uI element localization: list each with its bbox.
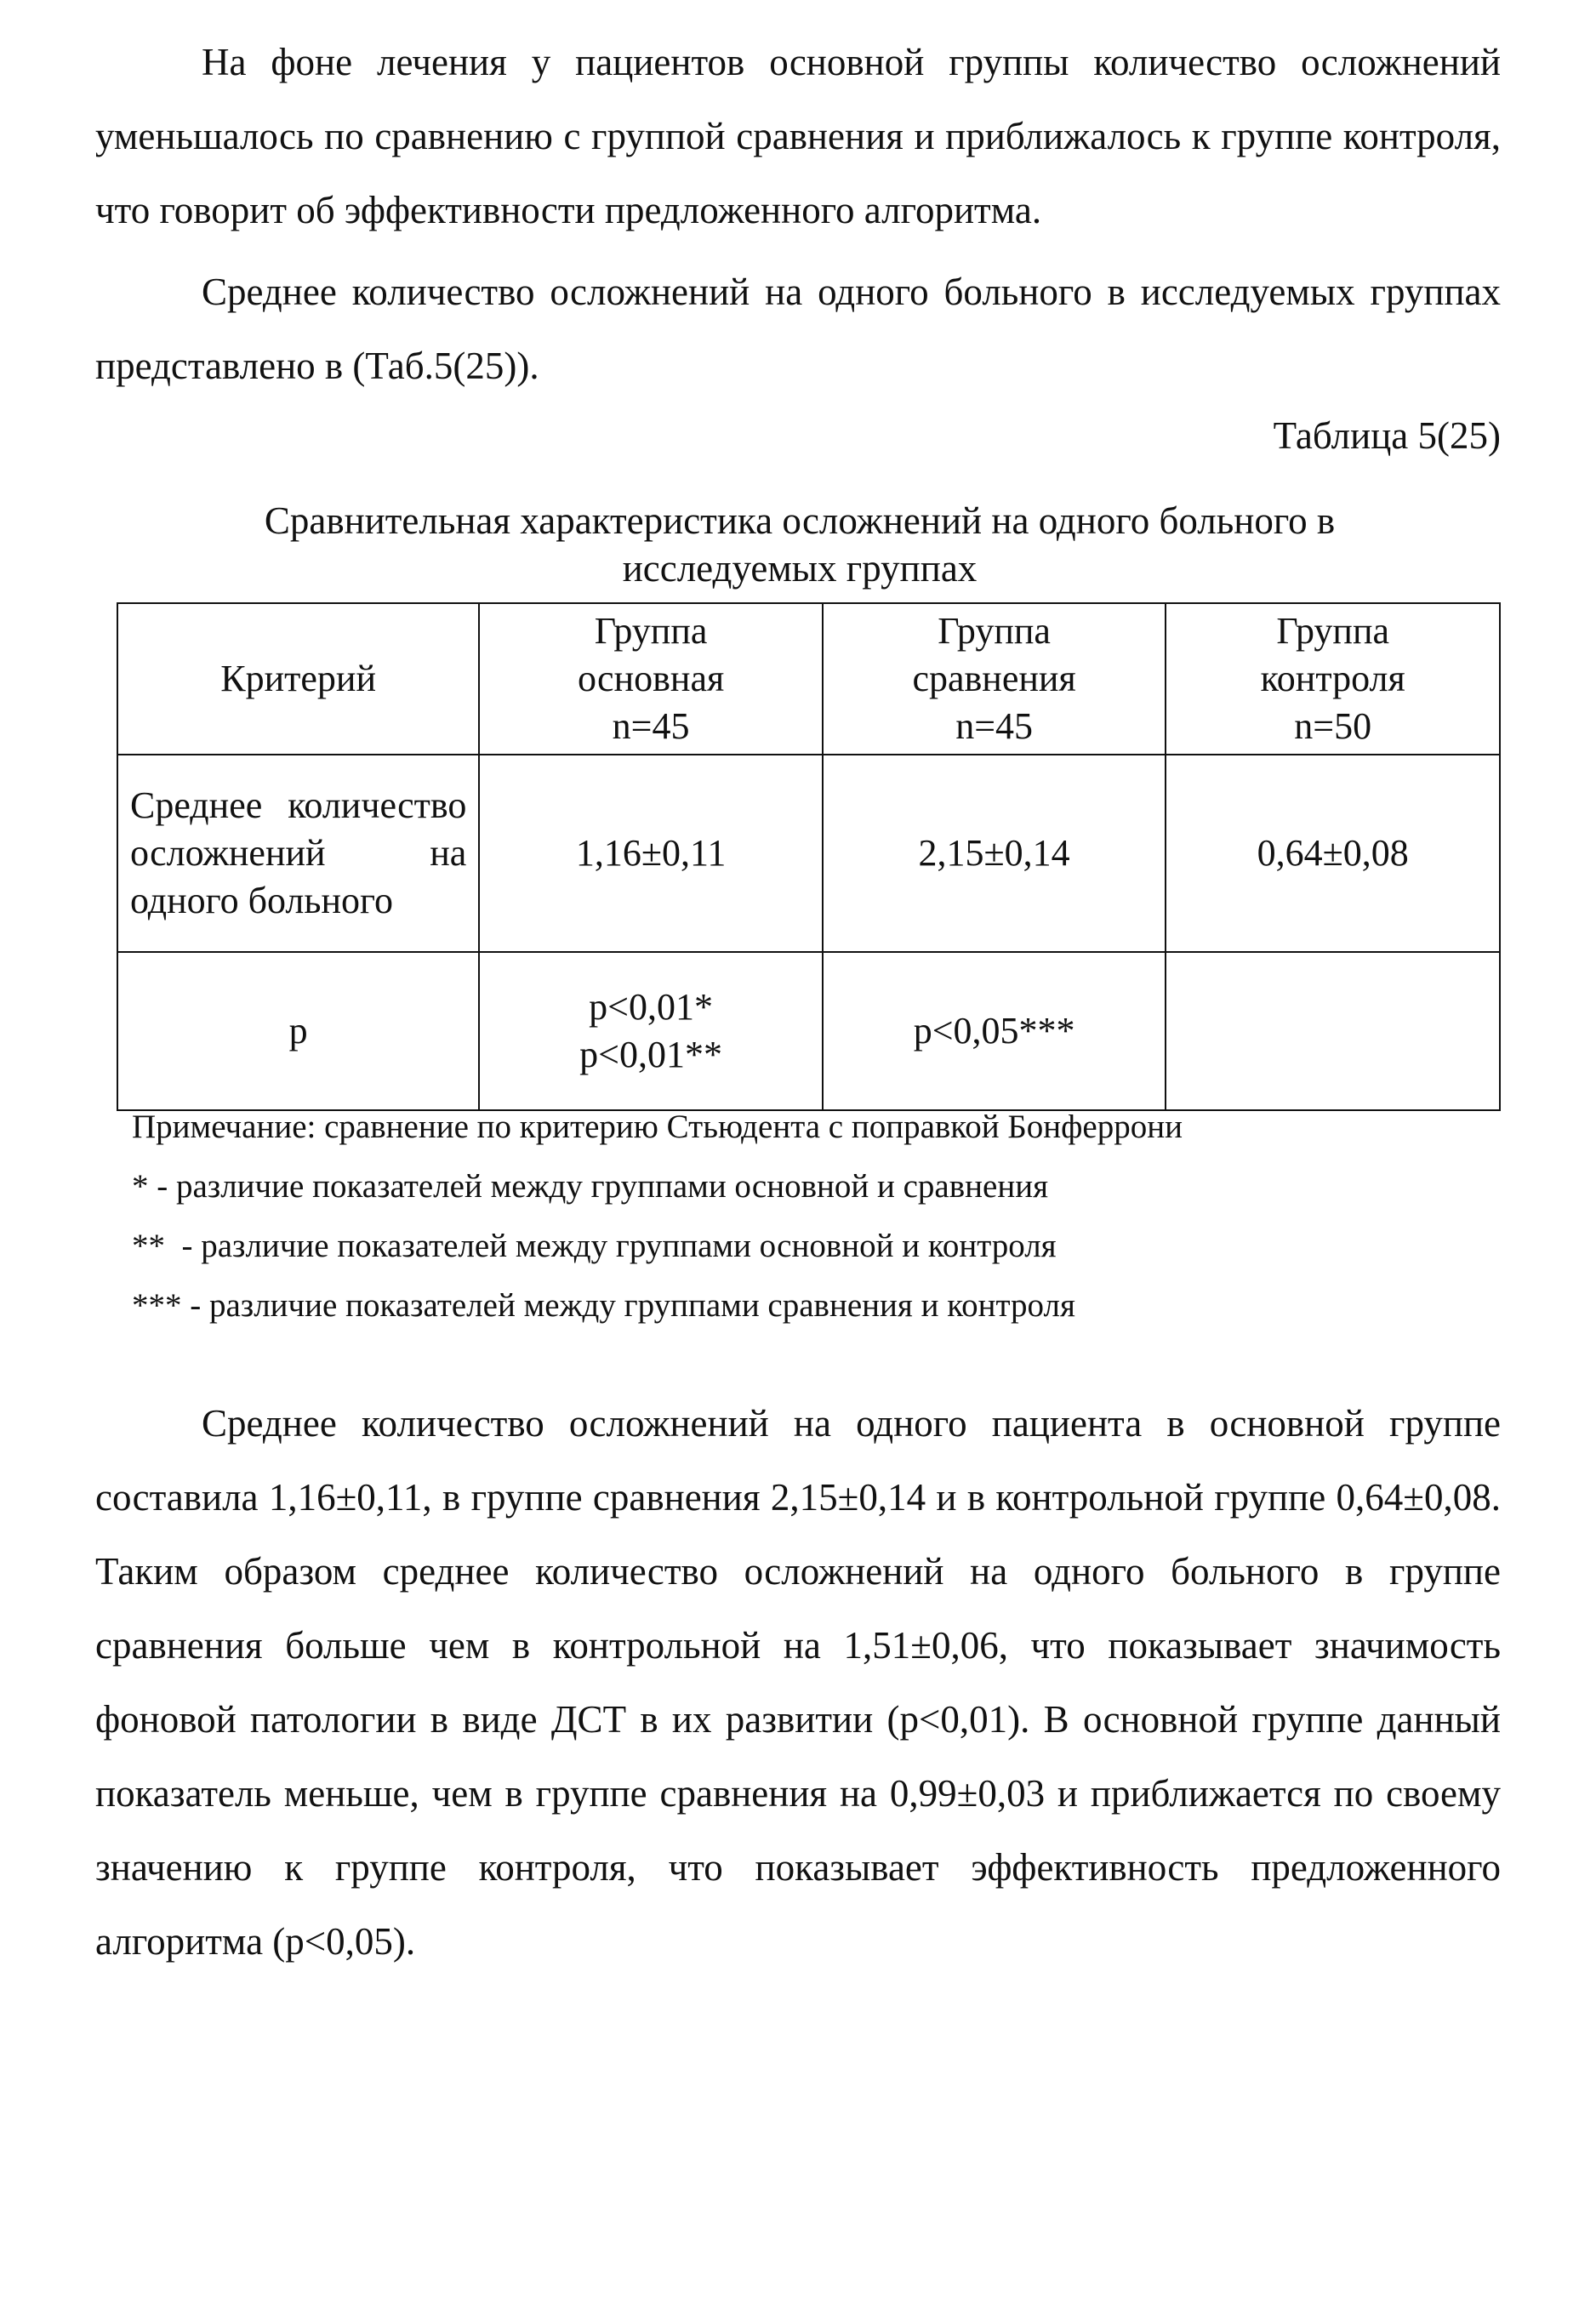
table-notes <box>132 1102 1408 1340</box>
header-group-control: Группа контроля n=50 <box>1166 603 1500 755</box>
table-row <box>117 755 1500 952</box>
cell-control-mean: 0,64±0,08 <box>1166 755 1500 952</box>
row-criterion-mean: Среднее количество осложнений на одного больного <box>117 755 479 952</box>
table-number: Таблица 5(25) <box>1273 414 1501 457</box>
row-criterion-p: p <box>117 952 479 1110</box>
note-three-star: *** - различие показателей между группами сравнения и контроля <box>132 1287 1075 1324</box>
cell-main-mean: 1,16±0,11 <box>479 755 823 952</box>
cell-comparison-mean: 2,15±0,14 <box>823 755 1166 952</box>
header-group-main: Группа основная n=45 <box>479 603 823 755</box>
header-group-comparison: Группа сравнения n=45 <box>823 603 1166 755</box>
intro-paragraph-1: На фоне лечения у пациентов основной группы количество осложнений уменьшалось по сравнению с группой сравнения и приближалось к группе контроля, что говорит об эффективности предложенного алгоритма. <box>95 41 1501 231</box>
cell-main-p: p<0,01* p<0,01** <box>479 952 823 1110</box>
table-header-row <box>117 603 1500 755</box>
note-method: Примечание: сравнение по критерию Стьюдента с поправкой Бонферрони <box>132 1109 1183 1145</box>
table-row <box>117 952 1500 1110</box>
table-caption: Сравнительная характеристика осложнений на одного больного в исследуемых группах <box>264 499 1336 590</box>
intro-paragraph-2: Среднее количество осложнений на одного больного в исследуемых группах представлено в (Таб.5(25)). <box>95 271 1501 387</box>
cell-control-p <box>1166 952 1500 1110</box>
header-criterion: Критерий <box>117 603 479 755</box>
complications-table <box>117 602 1501 1111</box>
note-one-star: * - различие показателей между группами основной и сравнения <box>132 1168 1049 1205</box>
cell-comparison-p: p<0,05*** <box>823 952 1166 1110</box>
note-two-star: ** - различие показателей между группами основной и контроля <box>132 1228 1057 1264</box>
conclusion-paragraph: Среднее количество осложнений на одного пациента в основной группе составила 1,16±0,11, в группе сравнения 2,15±0,14 и в контрольной группе 0,64±0,08. Таким образом среднее количество осложнений на одного больного в группе сравнения больше чем в контрольной на 1,51±0,06, что показывает значимость фоновой патологии в виде ДСТ в их развитии (p<0,01). В основной группе данный показатель меньше, чем в группе сравнения на 0,99±0,03 и приближается по своему значению к группе контроля, что показывает эффективность предложенного алгоритма (p<0,05). <box>95 1402 1501 1963</box>
